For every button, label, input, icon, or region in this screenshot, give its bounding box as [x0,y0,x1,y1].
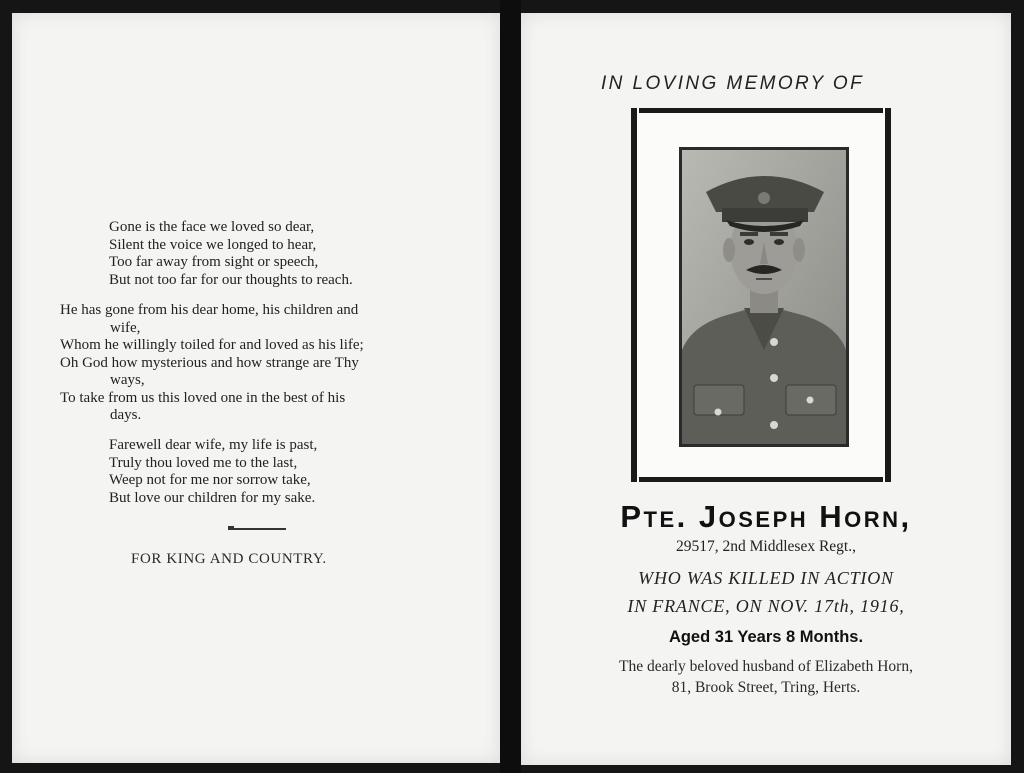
portrait-illustration [682,150,846,444]
poem-line: Too far away from sight or speech, [109,254,319,270]
age-line: Aged 31 Years 8 Months. [668,628,864,646]
soldier-name: Pte. Joseph Horn, [620,499,912,534]
poem-line: To take from us this loved one in the best of his [60,389,346,406]
date-place-line: IN FRANCE, ON NOV. 17th, 1916, [627,596,905,616]
address-line: 81, Brook Street, Tring, Herts. [671,679,861,696]
poem-stanza-2 [60,302,364,425]
poem-stanza-3 [109,437,317,507]
poem-stanza-1 [109,219,353,289]
poem-line: days. [110,407,142,423]
regiment-line: 29517, 2nd Middlesex Regt., [676,538,856,555]
dedication-line: The dearly beloved husband of Elizabeth Horn, [619,658,913,675]
motto-text: FOR KING AND COUNTRY. [131,551,327,567]
killed-in-action-line: WHO WAS KILLED IN ACTION [638,568,894,588]
poem-line: Gone is the face we loved so dear, [109,219,315,235]
poem-line: Silent the voice we longed to hear, [109,236,317,253]
poem-line: Truly thou loved me to the last, [109,454,298,471]
poem-line: He has gone from his dear home, his children and [60,302,359,318]
poem-line: Whom he willingly toiled for and loved as his life; [60,337,364,353]
photo-frame [631,108,891,482]
poem-line: Weep not for me nor sorrow take, [109,472,311,488]
poem-line: wife, [110,319,141,336]
poem-line: Farewell dear wife, my life is past, [109,437,318,453]
left-page-poem [12,13,500,763]
poem-line: But not too far for our thoughts to reach. [109,271,353,288]
poem-line: Oh God how mysterious and how strange are Thy [60,354,359,371]
poem-line: But love our children for my sake. [109,489,316,506]
soldier-portrait-photo [679,147,849,447]
divider-ornament [228,528,286,530]
card-fold [500,0,521,773]
poem-line: ways, [110,372,145,388]
right-page-memorial [521,13,1011,765]
memorial-heading: IN LOVING MEMORY OF [601,73,865,94]
